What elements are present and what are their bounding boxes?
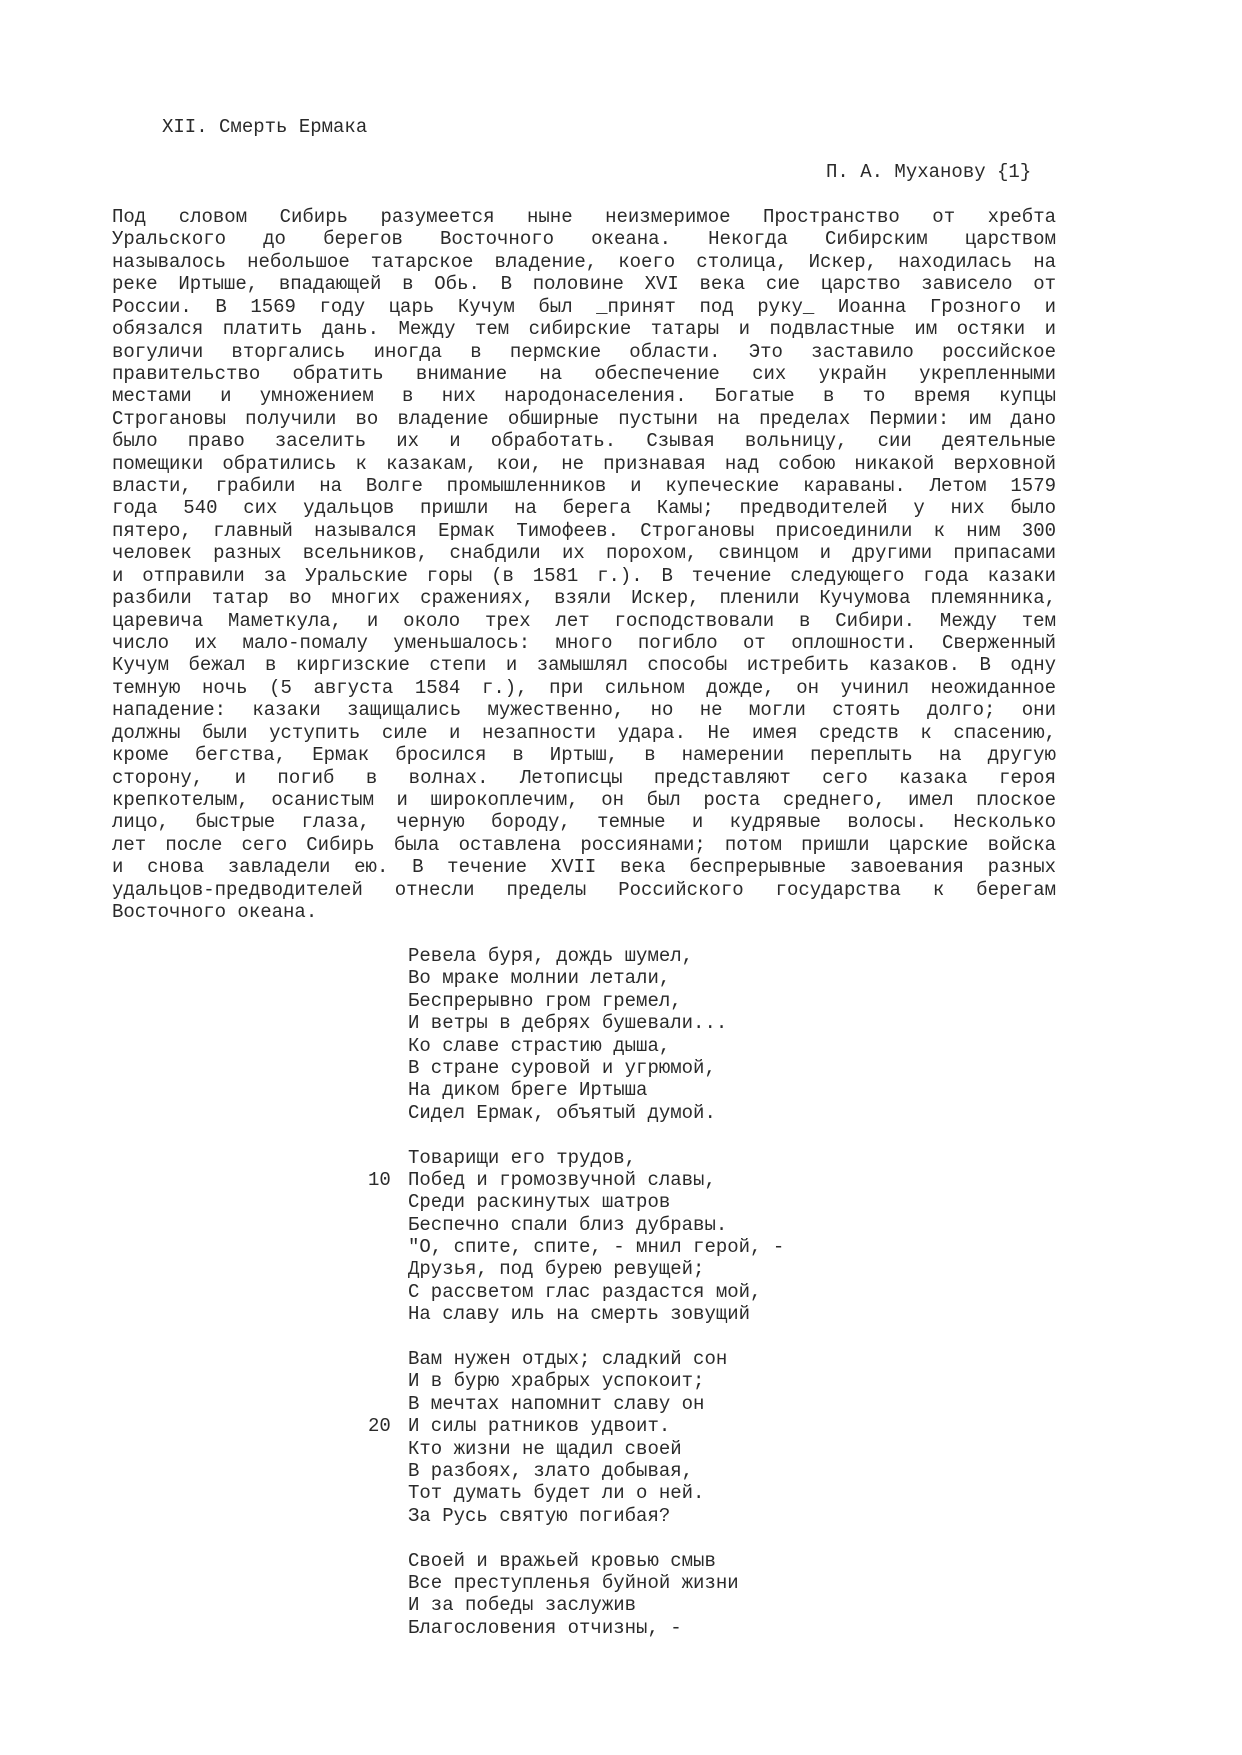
prose-line: обязался платить дань. Между тем сибирские татары и подвластные им остяки и	[112, 318, 1056, 341]
poem-line-text: Кто жизни не щадил своей	[408, 1437, 682, 1460]
poem-line-text: В разбоях, злато добывая,	[408, 1459, 694, 1482]
prose-line: лет после сего Сибирь была оставлена россиянами; потом пришли царские войска	[112, 833, 1056, 856]
poem-line-text: В мечтах напомнит славу он	[408, 1392, 705, 1415]
prose-line: царевича Маметкула, и около трех лет господствовали в Сибири. Между тем	[112, 609, 1056, 632]
prose-line: года 540 сих удальцов пришли на берега Камы; предводителей у них было	[112, 497, 1056, 520]
prose-line: реке Иртыше, впадающей в Обь. В половине XVI века сие царство зависело от	[112, 273, 1056, 296]
prose-line: Под словом Сибирь разумеется ныне неизмеримое Пространство от хребта	[112, 206, 1056, 228]
poem-line-text: На славу иль на смерть зовущий	[408, 1303, 751, 1326]
prose-line: сторону, и погиб в волнах. Летописцы представляют сего казака героя	[112, 766, 1056, 789]
prose-line: нападение: казаки защищались мужественно, но не могли стоять долго; они	[112, 699, 1056, 722]
prose-line: местами и умножением в них народонаселения. Богатые в то время купцы	[112, 385, 1056, 408]
prose-line: власти, грабили на Волге промышленников и купеческие караваны. Летом 1579	[112, 475, 1056, 498]
poem-line-text: И ветры в дебрях бушевали...	[408, 1012, 728, 1035]
prose-line: человек разных всельников, снабдили их порохом, свинцом и другими припасами	[112, 542, 1056, 565]
poem-line-text: Все преступленья буйной жизни	[408, 1571, 739, 1594]
prose-line: Восточного океана.	[112, 901, 318, 924]
poem-line-text: Ко славе страстию дыша,	[408, 1034, 671, 1057]
prose-line: и отправили за Уральские горы (в 1581 г.). В течение следующего года казаки	[112, 564, 1056, 587]
prose-line: вогуличи вторгались иногда в пермские области. Это заставило российское	[112, 340, 1056, 363]
poem-line-text: Товарищи его трудов,	[408, 1146, 637, 1169]
poem-line-text: Во мраке молнии летали,	[408, 967, 671, 990]
poem-line-text: И в бурю храбрых успокоит;	[408, 1370, 705, 1393]
poem-line-text: Побед и громозвучной славы,	[408, 1168, 716, 1191]
poem-line-text: Друзья, под бурею ревущей;	[408, 1258, 705, 1281]
prose-line: удальцов-предводителей отнесли пределы Российского государства к берегам	[112, 878, 1056, 901]
poem-line-text: "О, спите, спите, - мнил герой, -	[408, 1236, 785, 1259]
poem-line-text: Сидел Ермак, объятый думой.	[408, 1101, 716, 1124]
prose-line: было право заселить их и обработать. Сзывая вольницу, сии деятельные	[112, 430, 1056, 453]
prose-line: темную ночь (5 августа 1584 г.), при сильном дожде, он учинил неожиданное	[112, 676, 1056, 699]
prose-line: России. В 1569 году царь Кучум был _принят под руку_ Иоанна Грозного и	[112, 295, 1056, 318]
poem-line-text: Своей и вражьей кровью смыв	[408, 1549, 716, 1572]
poem-line-text: Благословения отчизны, -	[408, 1616, 682, 1639]
poem-line-text: Беспрерывно гром гремел,	[408, 989, 682, 1012]
prose-line: Строгановы получили во владение обширные пустыни на пределах Пермии: им дано	[112, 407, 1056, 430]
poem-line-text: На диком бреге Иртыша	[408, 1079, 648, 1102]
prose-line: кроме бегства, Ермак бросился в Иртыш, в намерении переплыть на другую	[112, 744, 1056, 767]
poem-line-text: С рассветом глас раздастся мой,	[408, 1280, 762, 1303]
prose-line: Кучум бежал в киргизские степи и замышлял способы истребить казаков. В одну	[112, 654, 1056, 677]
poem-line-text: В стране суровой и угрюмой,	[408, 1056, 716, 1079]
chapter-title: XII. Смерть Ермака	[162, 116, 368, 138]
poem-line-text: И за победы заслужив	[408, 1594, 637, 1617]
poem-line-text: Беспечно спали близ дубравы.	[408, 1213, 728, 1236]
prose-line: должны были уступить силе и незапности удара. Не имея средств к спасению,	[112, 721, 1056, 744]
prose-line: правительство обратить внимание на обеспечение сих украйн укрепленными	[112, 362, 1056, 385]
poem-line-text: Среди раскинутых шатров	[408, 1191, 671, 1214]
poem-line-text: Тот думать будет ли о ней.	[408, 1482, 705, 1505]
prose-line: лицо, быстрые глаза, черную бороду, темные и кудрявые волосы. Несколько	[112, 811, 1056, 834]
poem-line-text: За Русь святую погибая?	[408, 1504, 671, 1527]
poem-line-text: Ревела буря, дождь шумел,	[408, 945, 694, 967]
line-number: 10	[368, 1168, 391, 1191]
line-number: 20	[368, 1415, 391, 1438]
dedication: П. А. Муханову {1}	[826, 161, 1032, 183]
poem-line-text: Вам нужен отдых; сладкий сон	[408, 1348, 728, 1371]
prose-line: пятеро, главный назывался Ермак Тимофеев. Строгановы присоединили к ним 300	[112, 519, 1056, 542]
prose-line: число их мало-помалу уменьшалось: много погибло от оплошности. Сверженный	[112, 632, 1056, 655]
prose-line: крепкотелым, осанистым и широкоплечим, он был роста среднего, имел плоское	[112, 788, 1056, 811]
prose-line: разбили татар во многих сражениях, взяли Искер, пленили Кучумова племянника,	[112, 587, 1056, 610]
prose-line: помещики обратились к казакам, кои, не признавая над собою никакой верховной	[112, 452, 1056, 475]
prose-line: и снова завладели ею. В течение XVII века беспрерывные завоевания разных	[112, 856, 1056, 879]
prose-line: называлось небольшое татарское владение, коего столица, Искер, находилась на	[112, 250, 1056, 273]
poem-line-text: И силы ратников удвоит.	[408, 1415, 671, 1438]
prose-line: Уральского до берегов Восточного океана. Некогда Сибирским царством	[112, 228, 1056, 251]
prose-paragraph	[112, 206, 1056, 924]
